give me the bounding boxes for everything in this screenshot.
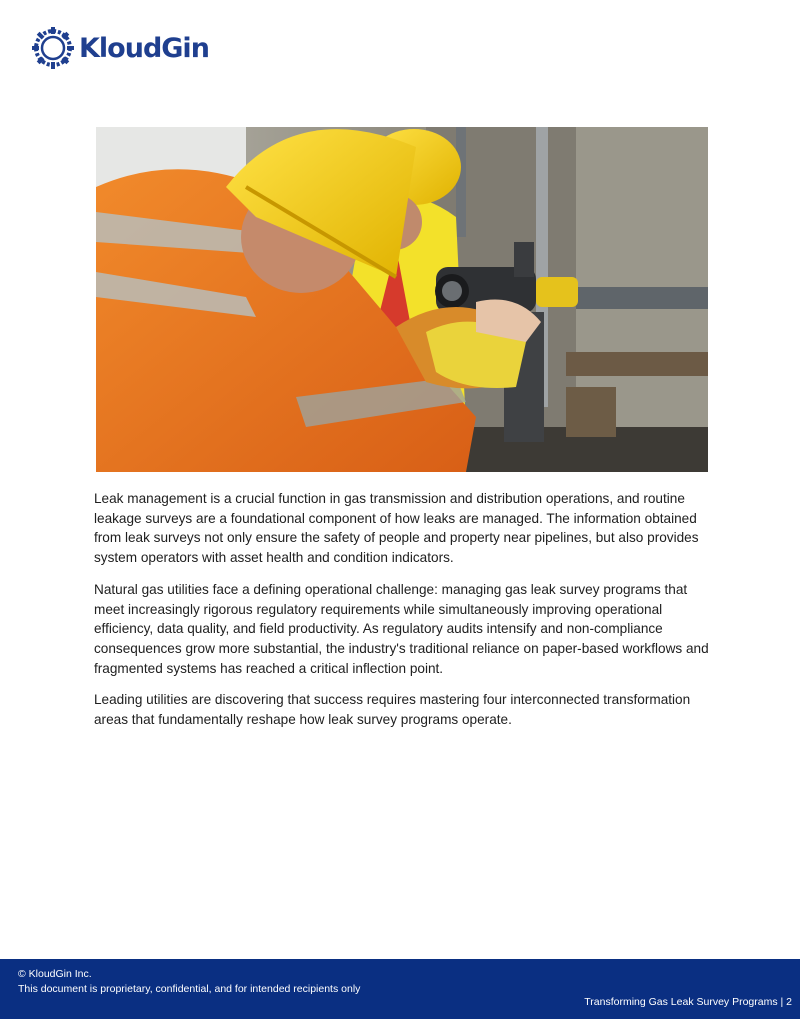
paragraph: Leak management is a crucial function in gas transmission and distribution operations, and routine leakage surveys are a foundational component of how leaks are managed. The information obtained from leak surveys not only ensure the safety of people and property near pipelines, but also provides system operators with asset health and condition indicators. [94, 491, 699, 566]
page-footer [0, 959, 800, 1019]
gear-ring-icon [31, 26, 75, 70]
copyright-text: © KloudGin Inc. [18, 968, 92, 980]
confidential-notice: This document is proprietary, confidential, and for intended recipients only [18, 983, 361, 995]
page-label: Transforming Gas Leak Survey Programs | 2 [584, 996, 792, 1008]
paragraph: Natural gas utilities face a defining operational challenge: managing gas leak survey programs that meet increasingly rigorous regulatory requirements while simultaneously improving operational efficiency, data quality, and field productivity. As regulatory audits intensify and non-compliance consequences grow more substantial, the industry's traditional reliance on paper-based workflows and fragmented systems has reached a critical inflection point. [94, 581, 709, 676]
hero-image [96, 127, 708, 472]
paragraph: Leading utilities are discovering that success requires mastering four interconnected transformation areas that fundamentally reshape how leak survey programs operate. [94, 692, 691, 728]
field-workers-inspecting-gas-pipeline-photo [96, 127, 708, 472]
brand-logo [31, 26, 209, 70]
footer-legal [18, 967, 360, 997]
brand-name: KloudGin [79, 32, 209, 64]
body-text [94, 489, 710, 742]
